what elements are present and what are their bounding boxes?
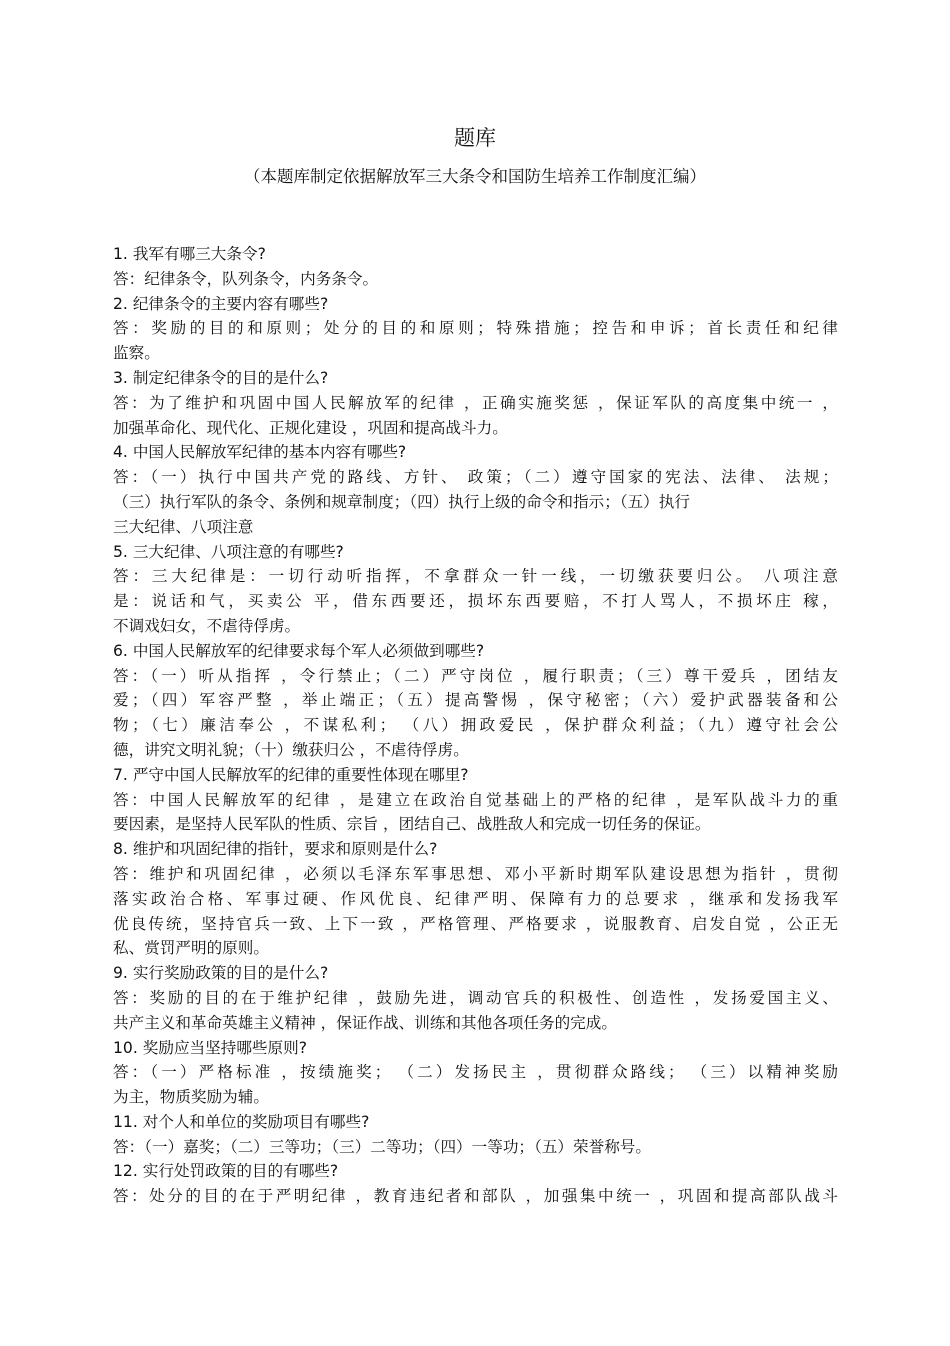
question-line: 6. 中国人民解放军的纪律要求每个军人必须做到哪些?	[113, 641, 485, 660]
question-line: 7. 严守中国人民解放军的纪律的重要性体现在哪里?	[113, 765, 469, 784]
answer-line: 共产主义和革命英雄主义精神 ，保证作战、训练和其他各项任务的完成。	[113, 1013, 617, 1032]
question-line: 3. 制定纪律条令的目的是什么?	[113, 368, 329, 387]
answer-line: 答：（一）执行中国共产党的路线、方针、 政策；（二）遵守国家的宪法、法律、 法规；	[113, 468, 838, 487]
question-line: 12. 实行处罚政策的目的有哪些?	[113, 1162, 339, 1181]
answer-line: 答：纪律条令，队列条令，内务条令。	[113, 269, 379, 288]
answer-line: 监察。	[113, 344, 160, 363]
answer-line: 优良传统，坚持官兵一致、上下一致 ，严格管理、严格要求 ，说服教育、启发自觉 ，公正无	[113, 914, 838, 933]
answer-line: 是：说话和气，买卖公 平，借东西要还，损坏东西要赔，不打人骂人，不损坏庄 稼，	[113, 592, 838, 611]
question-line: 1. 我军有哪三大条令?	[113, 245, 266, 263]
question-list	[113, 242, 838, 1209]
question-line: 5. 三大纪律、八项注意的有哪些?	[113, 542, 344, 561]
answer-line: 落实政治合格、军事过硬、作风优良、纪律严明、保障有力的总要求 ，继承和发扬我军	[113, 889, 838, 908]
answer-line: 答：奖励的目的在于维护纪律 ，鼓励先进，调动官兵的积极性、创造性 ，发扬爱国主义、	[113, 988, 838, 1007]
question-line: 2. 纪律条令的主要内容有哪些?	[113, 294, 329, 313]
answer-line: 三大纪律、八项注意	[113, 517, 254, 536]
answer-line: 私、赏罚严明的原则。	[113, 939, 269, 958]
question-line: 10. 奖励应当坚持哪些原则?	[113, 1038, 307, 1057]
page-title: 题库	[454, 126, 496, 150]
answer-line: 物；（七）廉洁奉公 ，不谋私利； （八）拥政爱民 ，保护群众利益；（九）遵守社会公	[113, 716, 838, 735]
answer-line: 答：维护和巩固纪律 ，必须以毛泽东军事思想、邓小平新时期军队建设思想为指针 ，贯彻	[113, 864, 838, 883]
question-line: 8. 维护和巩固纪律的指针，要求和原则是什么?	[113, 840, 438, 859]
question-line: 11. 对个人和单位的奖励项目有哪些?	[113, 1112, 370, 1131]
answer-line: 答：为了维护和巩固中国人民解放军的纪律 ，正确实施奖惩 ，保证军队的高度集中统一 ，	[113, 393, 838, 412]
answer-line: 德，讲究文明礼貌；（十）缴获归公 ，不虐待俘虏。	[113, 740, 469, 759]
answer-line: 答：奖励的目的和原则；处分的目的和原则；特殊措施；控告和申诉；首长责任和纪律	[113, 319, 838, 338]
page-subtitle: （本题库制定依据解放军三大条令和国防生培养工作制度汇编）	[244, 167, 706, 186]
answer-line: 答：（一）听从指挥 ，令行禁止；（二）严守岗位 ，履行职责；（三）尊干爱兵 ，团结友	[113, 666, 838, 685]
question-line: 9. 实行奖励政策的目的是什么?	[113, 964, 329, 983]
answer-line: 答：处分的目的在于严明纪律 ，教育违纪者和部队 ，加强集中统一 ，巩固和提高部队战斗	[113, 1187, 838, 1206]
answer-line: 答：（一）嘉奖；（二）三等功；（三）二等功；（四）一等功；（五）荣誉称号。	[113, 1137, 651, 1156]
answer-line: 爱；（四）军容严整 ，举止端正；（五）提高警惕 ，保守秘密；（六）爱护武器装备和公	[113, 691, 838, 710]
answer-line: 加强革命化、现代化、正规化建设 ，巩固和提高战斗力。	[113, 418, 508, 437]
answer-line: 答：（一）严格标准 ，按绩施奖； （二）发扬民主 ，贯彻群众路线； （三）以精神奖励	[113, 1063, 838, 1082]
answer-line: 不调戏妇女，不虐待俘虏。	[113, 616, 301, 635]
answer-line: 答：中国人民解放军的纪律 ，是建立在政治自觉基础上的严格的纪律 ，是军队战斗力的重	[113, 790, 838, 809]
answer-line: 要因素，是坚持人民军队的性质、宗旨 ，团结自己、战胜敌人和完成一切任务的保证。	[113, 815, 711, 834]
answer-line: 为主，物质奖励为辅。	[113, 1088, 269, 1107]
answer-line: 答：三大纪律是：一切行动听指挥，不拿群众一针一线，一切缴获要归公。 八项注意	[113, 567, 838, 586]
question-line: 4. 中国人民解放军纪律的基本内容有哪些?	[113, 443, 407, 462]
answer-line: （三）执行军队的条令、条例和规章制度；（四）执行上级的命令和指示；（五）执行	[113, 492, 690, 511]
